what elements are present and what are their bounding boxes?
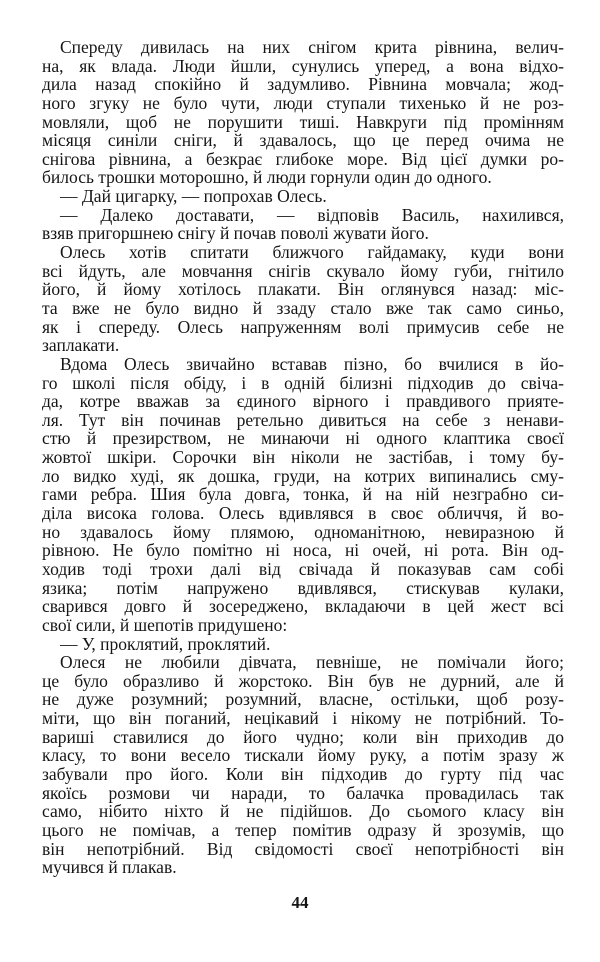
text-line: — Далеко доставати, — відповів Василь, нахилився, [60,204,564,225]
text-line: цього не помічав, а тепер помітив одразу й зрозумів, що [42,819,564,840]
text-line: місяця синіли сніги, й здавалось, що це перед очима не [42,130,564,151]
text-line: само, нібито ніхто й не підійшов. До сьомого класу він [42,801,564,822]
text-line: не дуже розумний; розумний, власне, остільки, щоб розу- [42,689,564,710]
text-line: го школі після обіду, і в одній білизні підходив до свіча- [42,372,564,393]
text-line: — У, проклятий, проклятий. [60,633,271,654]
text-line: та вже не було видно й ззаду стало вже так само синьо, [42,297,564,318]
book-page-text [42,38,564,877]
text-line: сварився довго й зосереджено, вкладаючи в цей жест всі [42,596,564,617]
text-line: класу, то вони весело тискали йому руку, а потім зразу ж [42,745,564,766]
text-line: рівною. Не було помітно ні носа, ні очей, ні рота. Він од- [42,540,564,561]
text-line: на, як влада. Люди йшли, сунулись уперед, а вона відхо- [42,55,564,76]
text-line: всі йдуть, але мовчання снігів скувало йому губи, гнітило [42,260,564,281]
text-line: вариші ставилися до його чудно; коли він приходив до [42,726,564,747]
text-line: міти, що він поганий, нецікавий і нікому не потрібний. То- [42,708,564,729]
text-line: ло видко худі, як дошка, груди, на котрих випинались сму- [42,465,564,486]
text-line: заплакати. [42,335,120,356]
text-line: дила назад спокійно й задумливо. Рівнина мовчала; жод- [42,74,564,95]
text-line: мучився й плакав. [42,857,177,878]
text-line: забували про його. Коли він підходив до гурту під час [42,763,564,784]
text-line: його, й йому хотілось плакати. Він оглянувся назад: міс- [42,279,564,300]
text-line: снігова рівнина, а безкрає глибоке море. Від цієї думки ро- [42,148,564,169]
text-line: це було образливо й жорстоко. Він був не дурний, але й [42,670,564,691]
paragraph [42,355,564,635]
text-line: билось трошки моторошно, й люди горнули один до одного. [42,167,492,188]
text-line: свої сили, й шепотів придушено: [42,614,288,635]
text-line: язика; потім напружено вдивлявся, стискував кулаки, [42,577,564,598]
text-line: мовляли, щоб не порушити тиші. Навкруги під промінням [42,111,564,132]
text-line: ходив тоді трохи далі від свічада й показував сам собі [42,558,564,579]
text-line: жовтої шкіри. Сорочки він ніколи не застібав, і тому бу- [42,447,564,468]
text-line: но здавалось йому плямою, одноманітною, невиразною й [42,521,564,542]
text-line: Олесь хотів спитати ближчого гайдамаку, куди вони [60,242,564,263]
paragraph [42,653,564,877]
text-line: да, котре вважав за єдиного вірного і правдивого прияте- [42,391,564,412]
text-line: стю й презирством, не минаючи ні одного клаптика своєї [42,428,564,449]
text-line: ля. Тут він починав ретельно дивиться на себе з ненави- [42,409,564,430]
text-line: як і спереду. Олесь напруженням волі примусив себе не [42,316,564,337]
text-line: гами ребра. Шия була довга, тонка, й на ній незграбно си- [42,484,564,505]
paragraph [42,243,564,355]
text-line: Олеся не любили дівчата, певніше, не помічали його; [60,652,564,673]
text-line: — Дай цигарку, — попрохав Олесь. [60,186,327,207]
text-line: якоїсь розмови чи наради, то балачка провадилась так [42,782,564,803]
text-line: взяв пригоршнею снігу й почав поволі жувати його. [42,223,429,244]
paragraph [42,38,564,187]
paragraph [42,187,564,206]
text-line: ного згуку не було чути, люди ступали тихенько й не роз- [42,92,564,113]
text-line: Вдома Олесь звичайно вставав пізно, бо вчилися в йо- [60,353,564,374]
page-number: 44 [291,893,309,912]
text-line: діла висока голова. Олесь вдивлявся в своє обличчя, й во- [42,503,564,524]
text-line: він непотрібний. Від свідомості своєї непотрібності він [42,838,564,859]
paragraph [42,206,564,243]
paragraph [42,635,564,654]
text-line: Спереду дивилась на них снігом крита рівнина, велич- [60,37,564,57]
